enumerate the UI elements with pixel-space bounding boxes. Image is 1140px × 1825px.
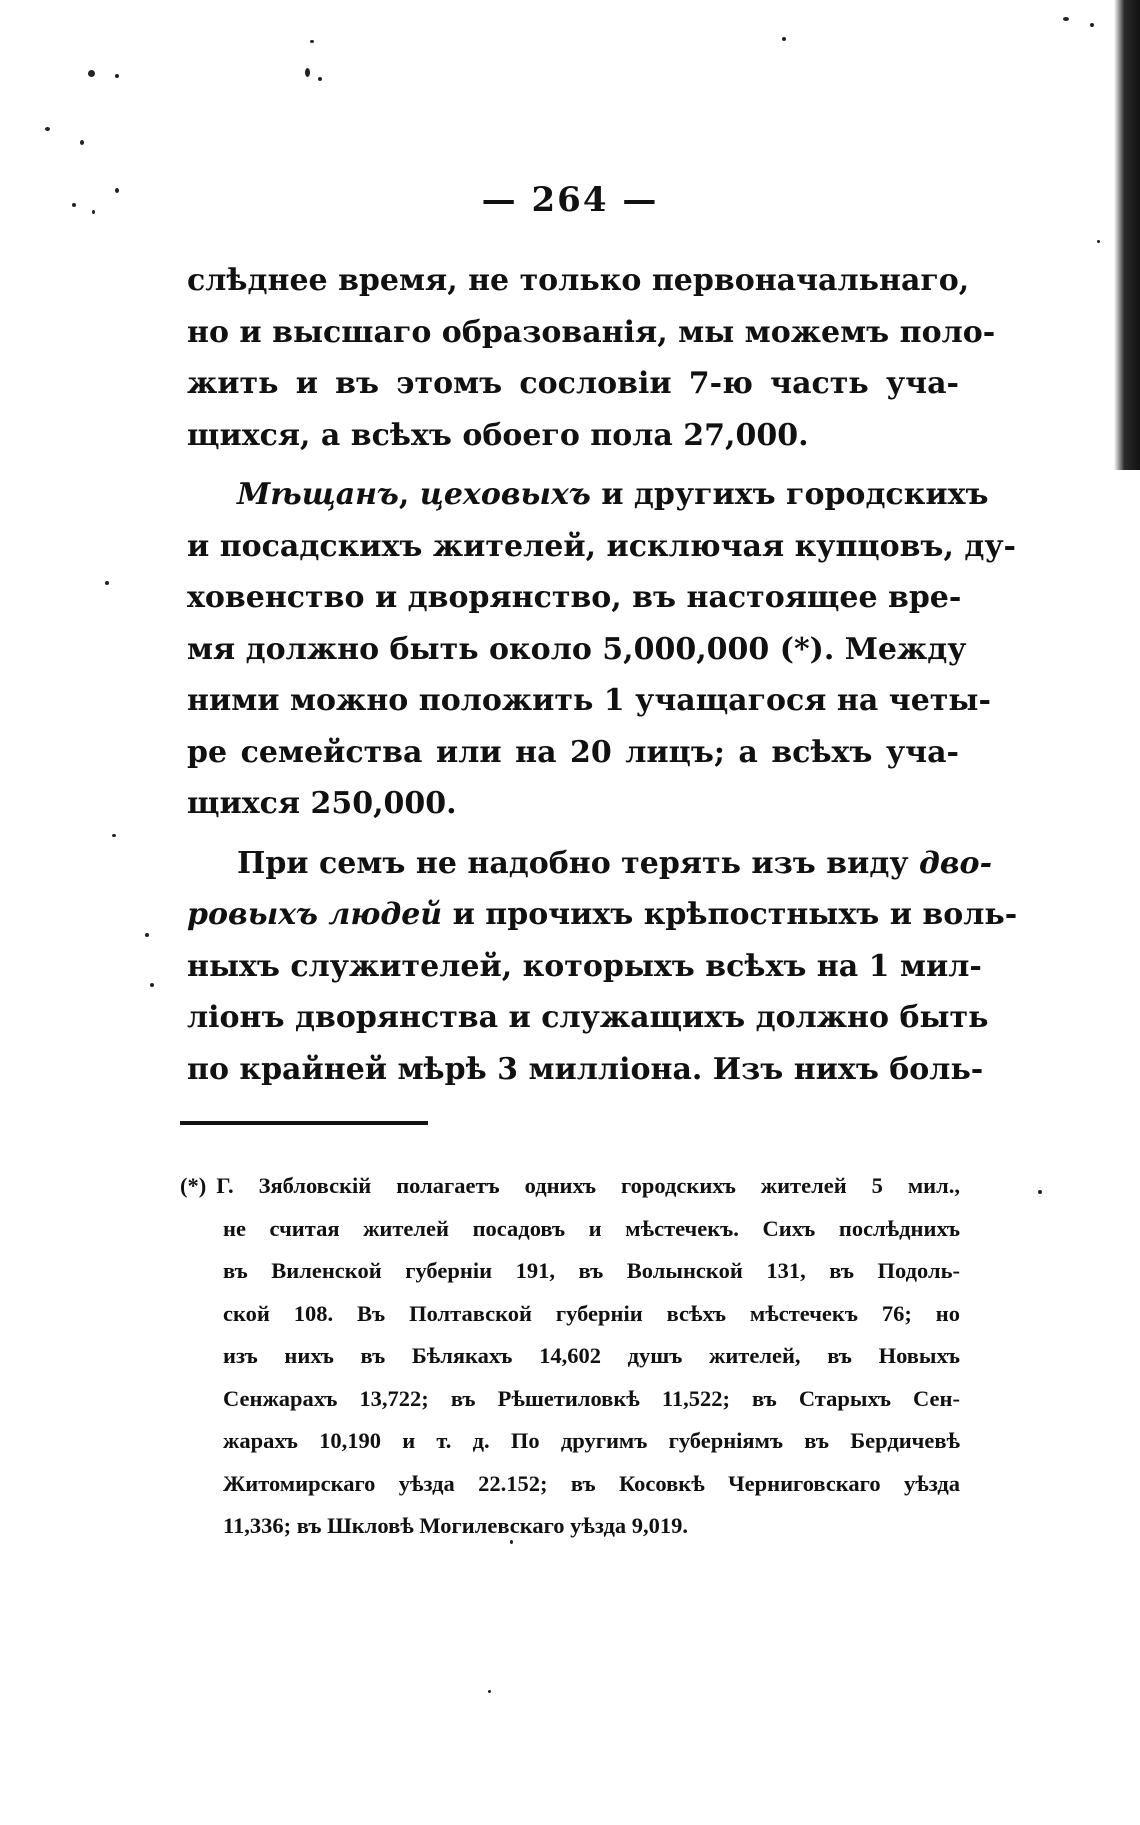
text-line: и посадскихъ жителей, исключая купцовъ, ду-	[187, 528, 1016, 564]
text-line: по крайней мѣрѣ 3 милліона. Изъ нихъ боль-	[187, 1051, 984, 1087]
text-line	[187, 889, 1018, 941]
text-line: ними можно положить 1 учащагося на четы-	[187, 683, 991, 718]
footnote-line: не считая жителей посадовъ и мѣстечекъ. Сихъ послѣднихъ	[223, 1215, 960, 1241]
footnote-divider	[180, 1121, 428, 1125]
scan-speck	[145, 933, 149, 937]
footnote-line: ской 108. Въ Полтавской губерніи всѣхъ мѣстечекъ 76; но	[223, 1300, 960, 1326]
italic-term: Мѣщанъ	[237, 477, 399, 512]
footnote-line: Житомирскаго уѣзда 22.152; въ Косовкѣ Черниговскаго уѣзда	[223, 1470, 960, 1496]
italic-term: дво-	[919, 845, 993, 881]
text-line: ліонъ дворянства и служащихъ должно быть	[187, 1000, 989, 1035]
footnote-line: 11,336; въ Шкловѣ Могилевскаго уѣзда 9,019.	[223, 1513, 689, 1538]
text-fragment: и другихъ городскихъ	[590, 477, 989, 512]
italic-term: ровыхъ людей	[187, 897, 443, 932]
text-fragment: ,	[398, 477, 420, 512]
scan-speck	[1038, 1190, 1042, 1194]
scan-speck	[80, 140, 84, 145]
scan-speck	[150, 983, 154, 987]
scan-speck	[318, 77, 322, 81]
text-line: ховенство и дворянство, въ настоящее вре-	[187, 580, 962, 615]
scan-speck	[112, 834, 116, 837]
text-line: мя должно быть около 5,000,000 (*). Между	[187, 631, 967, 667]
scan-speck	[88, 70, 95, 77]
text-line	[187, 469, 989, 521]
footnote-line: изъ нихъ въ Бѣлякахъ 14,602 душъ жителей, въ Новыхъ	[223, 1343, 960, 1368]
text-line: ре семейства или на 20 лицъ; а всѣхъ уча-	[187, 734, 959, 770]
footnote	[180, 1165, 960, 1548]
scan-speck	[105, 581, 109, 585]
scan-speck	[1063, 17, 1069, 21]
italic-term: цеховыхъ	[419, 477, 591, 512]
text-fragment: Г. Зябловскій полагаетъ однихъ городскихъ жителей 5 мил.,	[216, 1173, 960, 1198]
footnote-line: жарахъ 10,190 и т. д. По другимъ губерніямъ въ Бердичевѣ	[223, 1428, 960, 1453]
scan-speck	[310, 40, 314, 43]
scan-speck	[1097, 240, 1100, 243]
text-fragment: При семъ не надобно терять изъ виду	[237, 845, 919, 881]
text-fragment: и прочихъ крѣпостныхъ и воль-	[442, 897, 1018, 932]
page-edge-shadow	[1114, 0, 1140, 470]
text-line: щихся 250,000.	[187, 786, 457, 821]
scan-speck	[305, 68, 310, 77]
text-line: но и высшаго образованія, мы можемъ поло-	[187, 314, 996, 350]
scan-speck	[782, 37, 786, 41]
footnote-line: Сенжарахъ 13,722; въ Рѣшетиловкѣ 11,522; въ Старыхъ Сен-	[223, 1385, 960, 1411]
main-text	[187, 255, 1018, 1095]
scan-speck	[115, 74, 119, 78]
footnote-line	[180, 1165, 960, 1208]
text-line	[187, 838, 993, 890]
footnote-mark: (*)	[180, 1173, 207, 1198]
footnote-line: въ Виленской губерніи 191, въ Волынской 131, въ Подоль-	[223, 1258, 960, 1283]
text-line: слѣднее время, не только первоначальнаго,	[187, 263, 970, 298]
scan-speck	[488, 1690, 491, 1693]
text-line: ныхъ служителей, которыхъ всѣхъ на 1 мил-	[187, 948, 982, 984]
page-number: — 264 —	[481, 180, 659, 220]
scan-speck	[45, 127, 50, 131]
scan-speck	[1090, 23, 1094, 27]
text-line: жить и въ этомъ сословіи 7-ю часть уча-	[187, 366, 959, 401]
text-line: щихся, а всѣхъ обоего пола 27,000.	[187, 417, 809, 453]
